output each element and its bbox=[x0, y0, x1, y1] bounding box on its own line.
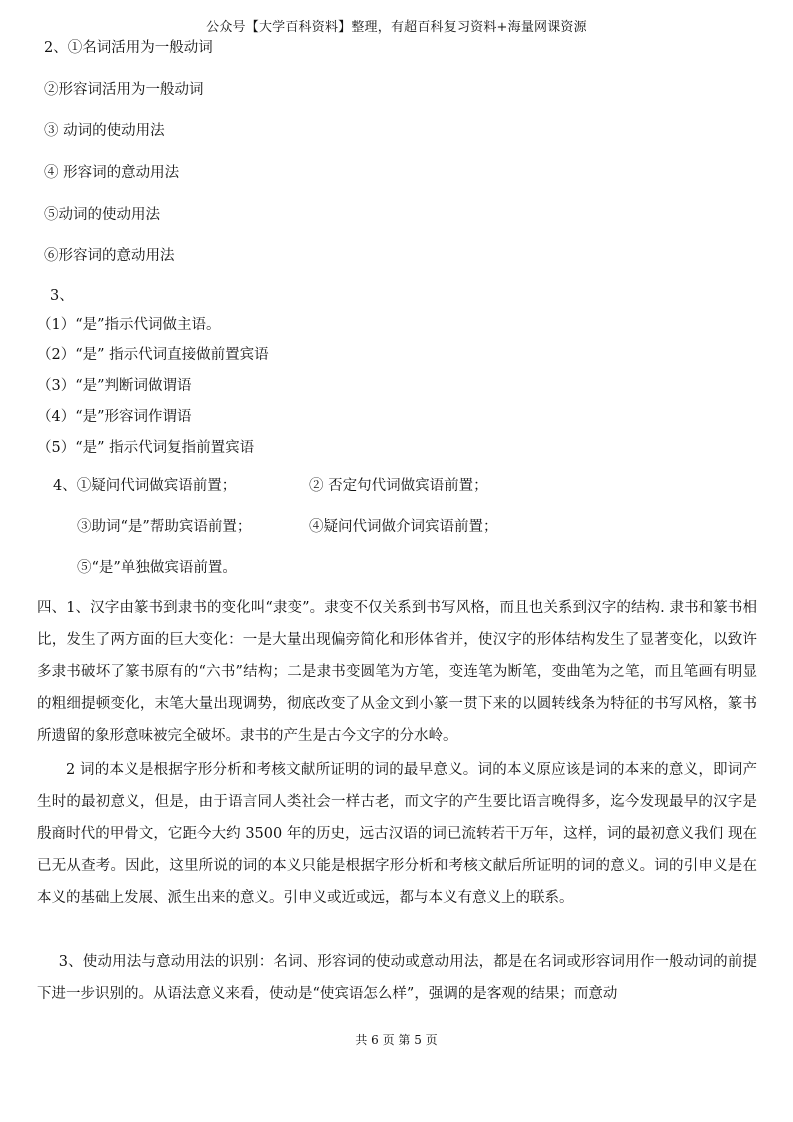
paragraph-2: 2 词的本义是根据字形分析和考核文献所证明的词的最早意义。词的本义原应该是词的本来的意义，即词产生时的最初意义，但是，由于语言同人类社会一样古老，而文字的产生要比语言晚得多，迄今发现最早的汉字是殷商时代的甲骨文，它距今大约 3500 年的历史，远古汉语的词已流转若干万年，这样，词的最初意义我们 现在已无从查考。因此，这里所说的词的本义只能是根据字形分析和考核文献后所证明的词的意义。词的引申义是在本义的基础上发展、派生出来的意义。引申义或近或远，都与本义有意义上的联系。 bbox=[37, 762, 757, 906]
section4-row3: ⑤“是”单独做宾语前置。 bbox=[77, 560, 237, 576]
paragraph-1: 四、1、汉字由篆书到隶书的变化叫“隶变”。隶变不仅关系到书写风格，而且也关系到汉字的结构. 隶书和篆书相比，发生了两方面的巨大变化：一是大量出现偏旁简化和形体省并，使汉字的形体结构发生了显著变化，以致许多隶书破坏了篆书原有的“六书”结构；二是隶书变圆笔为方笔，变连笔为断笔，变曲笔为之笔，而且笔画有明显的粗细提顿变化，末笔大量出现调势，彻底改变了从金文到小篆一贯下来的以圆转线条为特征的书写风格，篆书所遗留的象形意味被完全破坏。隶书的产生是古今文字的分水岭。 bbox=[37, 600, 757, 744]
section2-item-5: ⑤动词的使动用法 bbox=[44, 207, 160, 223]
section3-item-5: （5）“是” 指示代词复指前置宾语 bbox=[37, 440, 255, 456]
section2-item-3: ③ 动词的使动用法 bbox=[44, 123, 165, 139]
section4-row2-right: ④疑问代词做介词宾语前置； bbox=[309, 519, 498, 535]
section3-item-1: （1）“是”指示代词做主语。 bbox=[37, 317, 221, 333]
section2-item-1: 2、①名词活用为一般动词 bbox=[44, 40, 213, 56]
section2-item-2: ②形容词活用为一般动词 bbox=[44, 82, 204, 98]
page-footer: 共 6 页 第 5 页 bbox=[355, 1033, 438, 1047]
section4-row1-right: ② 否定句代词做宾语前置； bbox=[309, 478, 488, 494]
section3-item-2: （2）“是” 指示代词直接做前置宾语 bbox=[37, 347, 269, 363]
page-header: 公众号【大学百科资料】整理，有超百科复习资料+海量网课资源 bbox=[206, 20, 587, 35]
section3-item-4: （4）“是”形容词作谓语 bbox=[37, 409, 192, 425]
section4-row2-left: ③助词“是”帮助宾语前置； bbox=[77, 519, 252, 535]
paragraph-3: 3、使动用法与意动用法的识别：名词、形容词的使动或意动用法，都是在名词或形容词用作一般动词的前提下进一步识别的。从语法意义来看，使动是“使宾语怎么样”，强调的是客观的结果；而意动 bbox=[37, 954, 757, 1002]
section2-item-4: ④ 形容词的意动用法 bbox=[44, 165, 180, 181]
section4-row1-left: 4、①疑问代词做宾语前置； bbox=[53, 478, 237, 494]
section3-heading: 3、 bbox=[50, 288, 74, 304]
section3-item-3: （3）“是”判断词做谓语 bbox=[37, 378, 192, 394]
section2-item-6: ⑥形容词的意动用法 bbox=[44, 248, 175, 264]
